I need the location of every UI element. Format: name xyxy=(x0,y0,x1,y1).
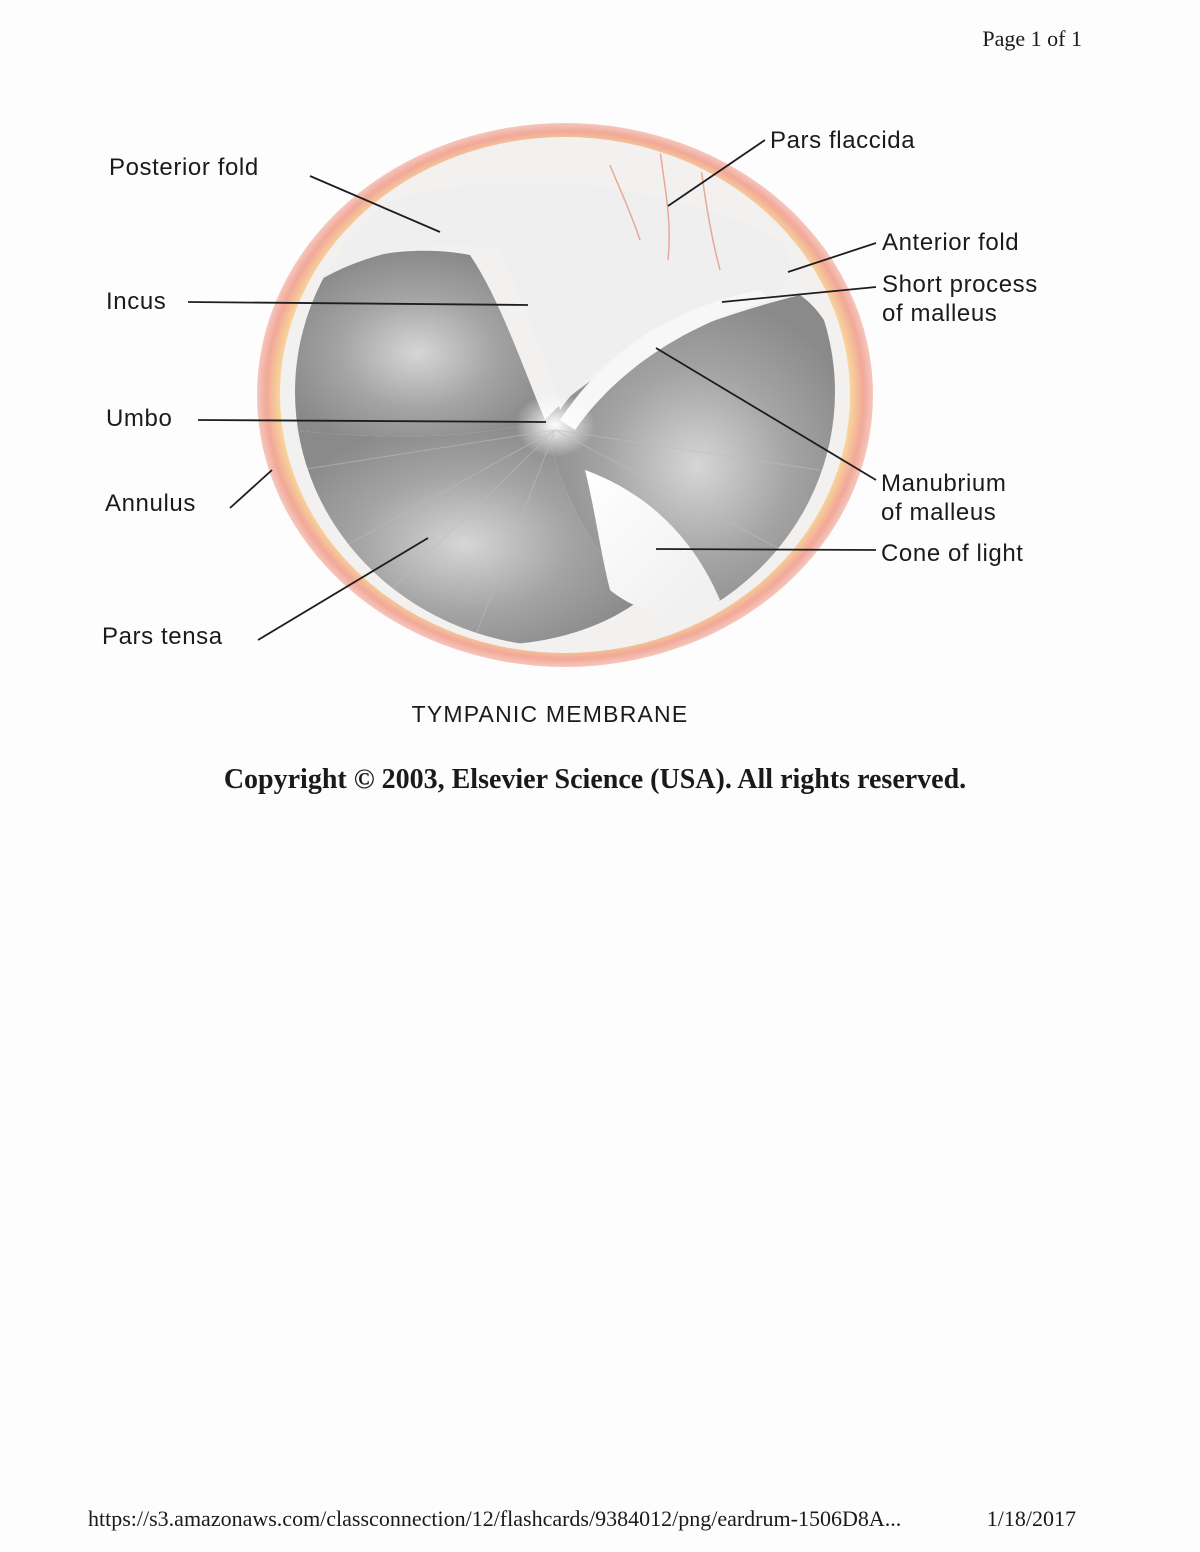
label-umbo: Umbo xyxy=(106,405,173,432)
footer-url: https://s3.amazonaws.com/classconnection/12/flashcards/9384012/png/eardrum-1506D8A... xyxy=(88,1506,902,1531)
label-incus: Incus xyxy=(106,288,167,315)
copyright-notice: Copyright © 2003, Elsevier Science (USA). All rights reserved. xyxy=(223,764,967,795)
cone-of-light-leader xyxy=(656,549,876,550)
label-annulus: Annulus xyxy=(105,490,196,517)
label-short-process: Short process of malleus xyxy=(882,271,1038,327)
page-number: Page 1 of 1 xyxy=(982,26,1082,51)
label-anterior-fold: Anterior fold xyxy=(882,229,1020,256)
label-pars-flaccida: Pars flaccida xyxy=(770,127,916,154)
annulus-leader xyxy=(230,470,272,508)
label-cone-of-light: Cone of light xyxy=(881,540,1024,567)
label-posterior-fold: Posterior fold xyxy=(109,154,259,181)
diagram-title: TYMPANIC MEMBRANE xyxy=(411,701,689,727)
label-pars-tensa: Pars tensa xyxy=(102,623,223,650)
footer-date: 1/18/2017 xyxy=(986,1506,1076,1531)
label-manubrium: Manubrium of malleus xyxy=(881,470,1007,526)
